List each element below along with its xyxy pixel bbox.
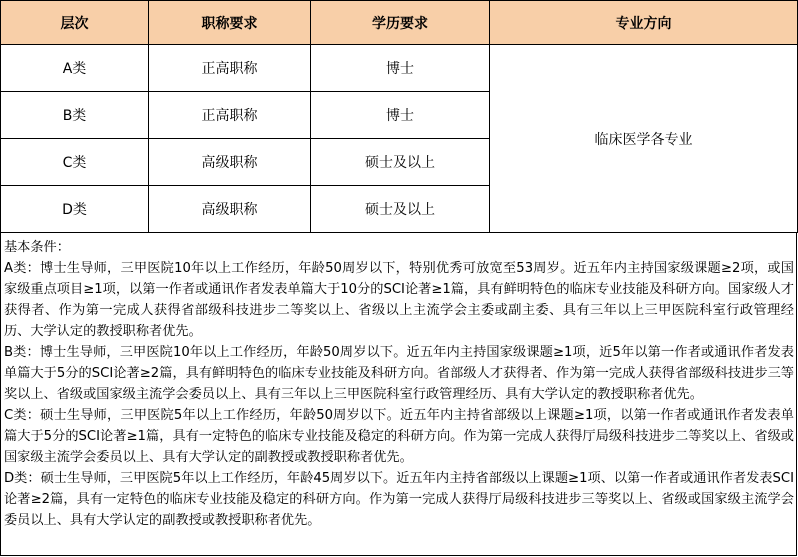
conditions-heading: 基本条件：: [4, 240, 70, 255]
header-level: 层次: [1, 1, 149, 45]
cell-level: B类: [1, 92, 149, 139]
header-education-requirement: 学历要求: [311, 1, 490, 45]
cell-level: A类: [1, 45, 149, 92]
cell-title: 正高职称: [149, 92, 311, 139]
cell-title: 高级职称: [149, 139, 311, 186]
basic-conditions-box: [0, 232, 797, 556]
condition-d-paragraph: D类：硕士生导师，三甲医院5年以上工作经历，年龄45周岁以下。近五年内主持省部级以上课题≥1项、以第一作者或通讯作者发表SCI论著≥2篇，具有一定特色的临床专业技能及稳定的科研方向。作为第一完成人获得厅局级科技进步三等奖以上、省级或国家级主流学会委员以上、具有大学认定的副教授或教授职称者优先。: [4, 471, 794, 528]
table-row: [1, 45, 798, 92]
table-header-row: [1, 1, 798, 45]
cell-education: 硕士及以上: [311, 186, 490, 233]
condition-b-paragraph: B类：博士生导师，三甲医院10年以上工作经历，年龄50周岁以下。近五年内主持国家级课题≥1项，近5年以第一作者或通讯作者发表单篇大于5分的SCI论著≥2篇，具有鲜明特色的临床专业技能及科研方向。省部级人才获得者、作为第一完成人获得省部级科技进步三等奖以上、省级或国家级主流学会委员以上、具有三年以上三甲医院科室行政管理经历、具有大学认定的教授职称者优先。: [4, 345, 794, 402]
cell-title: 高级职称: [149, 186, 311, 233]
header-title-requirement: 职称要求: [149, 1, 311, 45]
cell-level: C类: [1, 139, 149, 186]
header-major-direction: 专业方向: [490, 1, 798, 45]
cell-major-merged: 临床医学各专业: [490, 45, 798, 233]
cell-title: 正高职称: [149, 45, 311, 92]
cell-education: 博士: [311, 92, 490, 139]
condition-c-paragraph: C类：硕士生导师，三甲医院5年以上工作经历，年龄50周岁以下。近五年内主持省部级以上课题≥1项，以第一作者或通讯作者发表单篇大于5分的SCI论著≥1篇，具有一定特色的临床专业技能及稳定的科研方向。作为第一完成人获得厅局级科技进步二等奖以上、省级或国家级主流学会委员以上、具有大学认定的副教授或教授职称者优先。: [4, 408, 794, 465]
requirements-table: [0, 0, 798, 233]
cell-education: 硕士及以上: [311, 139, 490, 186]
cell-level: D类: [1, 186, 149, 233]
condition-a-paragraph: A类：博士生导师，三甲医院10年以上工作经历，年龄50周岁以下，特别优秀可放宽至53周岁。近五年内主持国家级课题≥2项，或国家级重点项目≥1项，以第一作者或通讯作者发表单篇大于10分的SCI论著≥1篇，具有鲜明特色的临床专业技能及科研方向。国家级人才获得者、作为第一完成人获得省部级科技进步二等奖以上、省级以上主流学会主委或副主委、具有三年以上三甲医院科室行政管理经历、大学认定的教授职称者优先。: [4, 261, 794, 339]
cell-education: 博士: [311, 45, 490, 92]
